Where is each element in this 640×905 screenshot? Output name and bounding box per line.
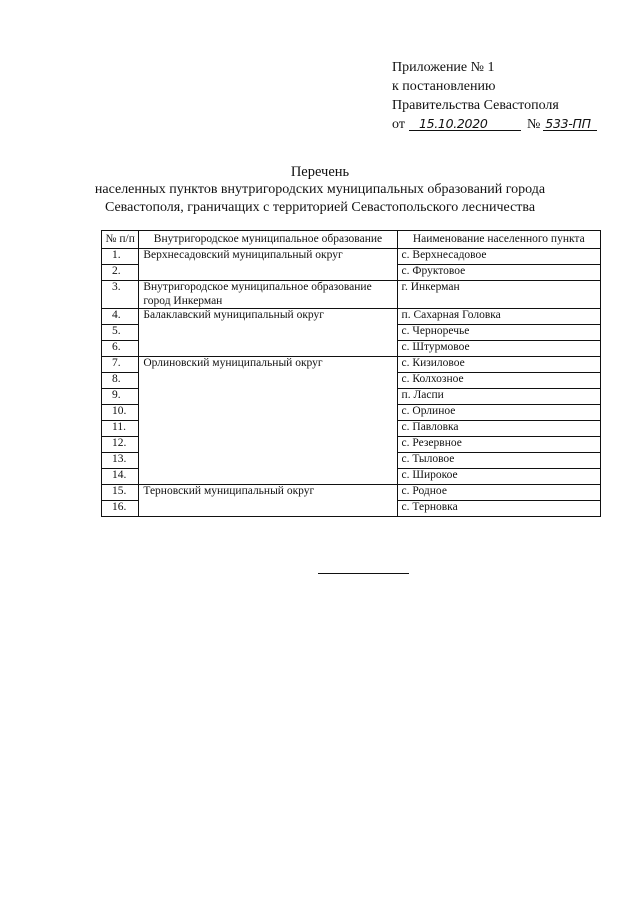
row-number: 10. bbox=[102, 405, 139, 421]
table-row bbox=[102, 249, 601, 265]
row-number: 12. bbox=[102, 437, 139, 453]
row-number: 15. bbox=[102, 485, 139, 501]
row-number: 6. bbox=[102, 341, 139, 357]
locality-cell: с. Широкое bbox=[397, 469, 600, 485]
row-number: 5. bbox=[102, 325, 139, 341]
document-title bbox=[80, 163, 560, 217]
row-number: 9. bbox=[102, 389, 139, 405]
locality-cell: с. Колхозное bbox=[397, 373, 600, 389]
row-number: 4. bbox=[102, 309, 139, 325]
table-header-row bbox=[102, 231, 601, 249]
table-row bbox=[102, 357, 601, 373]
table-row bbox=[102, 309, 601, 325]
row-number: 16. bbox=[102, 501, 139, 517]
municipality-cell: Верхнесадовский муниципальный округ bbox=[139, 249, 397, 281]
locality-cell: п. Сахарная Головка bbox=[397, 309, 600, 325]
handwritten-number: 533-ПП bbox=[545, 116, 591, 131]
locality-cell: п. Ласпи bbox=[397, 389, 600, 405]
municipality-cell: Терновский муниципальный округ bbox=[139, 485, 397, 517]
handwritten-date: 15.10.2020 bbox=[418, 116, 488, 131]
row-number: 1. bbox=[102, 249, 139, 265]
from-label: от bbox=[392, 117, 405, 132]
row-number: 14. bbox=[102, 469, 139, 485]
locality-cell: с. Резервное bbox=[397, 437, 600, 453]
appendix-date-number-line bbox=[392, 115, 622, 134]
locality-cell: с. Фруктовое bbox=[397, 265, 600, 281]
table-body bbox=[102, 249, 601, 517]
locality-cell: с. Кизиловое bbox=[397, 357, 600, 373]
locality-cell: с. Тыловое bbox=[397, 453, 600, 469]
title-heading: Перечень bbox=[290, 164, 350, 180]
date-field bbox=[409, 116, 521, 131]
title-line-1: населенных пунктов внутригородских муниципальных образований города bbox=[94, 182, 546, 197]
locality-cell: с. Павловка bbox=[397, 421, 600, 437]
row-number: 11. bbox=[102, 421, 139, 437]
locality-cell: с. Штурмовое bbox=[397, 341, 600, 357]
title-line-2: Севастополя, граничащих с территорией Севастопольского лесничества bbox=[104, 200, 536, 215]
locality-cell: с. Терновка bbox=[397, 501, 600, 517]
appendix-government-line: Правительства Севастополя bbox=[392, 98, 559, 113]
row-number: 3. bbox=[102, 281, 139, 309]
header-municipality: Внутригородское муниципальное образование bbox=[139, 231, 397, 249]
closing-rule bbox=[318, 573, 409, 574]
row-number: 13. bbox=[102, 453, 139, 469]
row-number: 2. bbox=[102, 265, 139, 281]
locality-cell: с. Родное bbox=[397, 485, 600, 501]
row-number: 8. bbox=[102, 373, 139, 389]
locality-cell: г. Инкерман bbox=[397, 281, 600, 309]
number-label: № bbox=[526, 117, 541, 132]
localities-table bbox=[101, 230, 601, 517]
municipality-cell: Орлиновский муниципальный округ bbox=[139, 357, 397, 485]
header-num: № п/п bbox=[102, 231, 139, 249]
appendix-resolution-line: к постановлению bbox=[392, 79, 496, 94]
municipality-cell: Балаклавский муниципальный округ bbox=[139, 309, 397, 357]
header-locality: Наименование населенного пункта bbox=[397, 231, 600, 249]
locality-cell: с. Черноречье bbox=[397, 325, 600, 341]
municipality-cell: Внутригородское муниципальное образование город Инкерман bbox=[139, 281, 397, 309]
appendix-title: Приложение № 1 bbox=[392, 60, 495, 75]
table-row bbox=[102, 281, 601, 309]
locality-cell: с. Орлиное bbox=[397, 405, 600, 421]
appendix-block bbox=[392, 58, 622, 134]
number-field bbox=[543, 116, 597, 131]
row-number: 7. bbox=[102, 357, 139, 373]
locality-cell: с. Верхнесадовое bbox=[397, 249, 600, 265]
table-row bbox=[102, 485, 601, 501]
